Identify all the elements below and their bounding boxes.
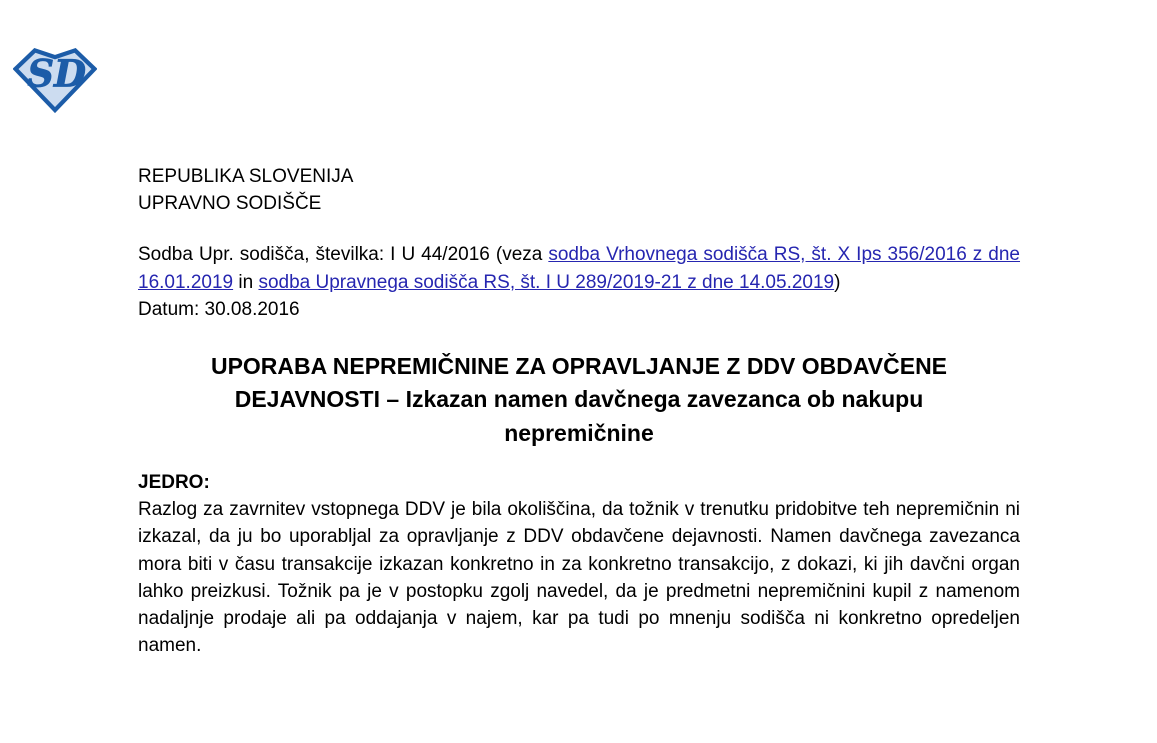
logo-letters: SD	[27, 51, 87, 96]
document-date: Datum: 30.08.2016	[138, 299, 300, 320]
court-logo	[13, 45, 97, 113]
document-title-line1: UPORABA NEPREMIČNINE ZA OPRAVLJANJE Z DDV OBDAVČENE	[210, 352, 948, 379]
jedro-body-text: Razlog za zavrnitev vstopnega DDV je bila okoliščina, da tožnik v trenutku pridobitve teh nepremičnin ni izkazal, da ju bo uporabljal za opravljanje z DDV obdavčene dejavnosti. Namen davčnega zavezanca mora biti v času transakcije izkazan konkretno in za konkretno transakcijo, z dokazi, ki jih davčni organ lahko preizkusi. Tožnik pa je v postopku zgolj navedel, da je predmetni nepremičnini kupil z namenom nadaljnje prodaje ali pa oddajanja v najem, kar pa tudi po mnenju sodišča ni konkretno opredeljen namen.	[138, 499, 1020, 657]
org-name-line2: UPRAVNO SODIŠČE	[138, 193, 322, 214]
case-reference-suffix: )	[834, 271, 841, 293]
related-judgment-link-supreme-court[interactable]: sodba Vrhovnega sodišča RS, št. X Ips 356/2016 z dne 16.01.2019	[138, 244, 1021, 293]
document-content	[138, 0, 1020, 660]
document-title-line2: DEJAVNOSTI – Izkazan namen davčnega zavezanca ob nakupu	[234, 386, 924, 412]
case-reference	[138, 241, 1020, 324]
org-name-line1: REPUBLIKA SLOVENIJA	[138, 166, 354, 187]
document-title-line3: nepremičnine	[504, 419, 654, 446]
jedro-heading: JEDRO:	[138, 472, 210, 493]
case-reference-conjunction: in	[233, 271, 259, 293]
case-reference-prefix: Sodba Upr. sodišča, številka: I U 44/2016 (veza	[138, 244, 549, 265]
related-judgment-link-administrative-court[interactable]: sodba Upravnega sodišča RS, št. I U 289/2019-21 z dne 14.05.2019	[258, 271, 835, 293]
sd-shield-icon	[13, 45, 97, 113]
org-header	[138, 163, 1020, 217]
document-title	[138, 350, 1020, 451]
